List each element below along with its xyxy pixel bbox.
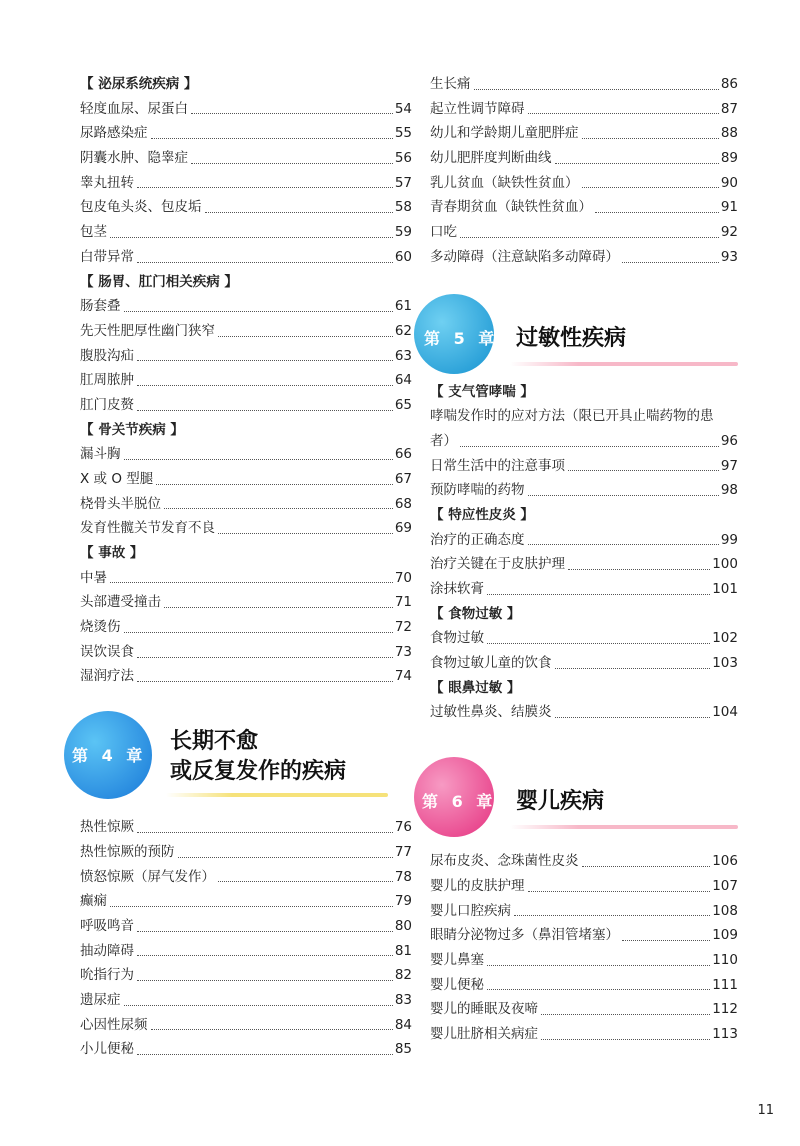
toc-entry-page: 66 xyxy=(394,446,412,463)
toc-entry[interactable] xyxy=(80,914,412,939)
toc-entry-text: 肛门皮赘 xyxy=(80,396,134,413)
toc-entry-text: 轻度血尿、尿蛋白 xyxy=(80,100,188,117)
toc-entry-text: 阴囊水肿、隐睾症 xyxy=(80,150,188,167)
toc-entry[interactable] xyxy=(80,988,412,1013)
toc-entry-page: 64 xyxy=(394,372,412,389)
dot-leader xyxy=(205,212,393,213)
toc-entry[interactable] xyxy=(80,492,412,517)
toc-entry-text-line1: 哮喘发作时的应对方法（限已开具止喘药物的患 xyxy=(430,408,714,425)
toc-entry[interactable] xyxy=(80,368,412,393)
toc-chapter-6-list xyxy=(430,849,738,1047)
toc-entry[interactable] xyxy=(430,245,738,270)
toc-entry-text: 婴儿的睡眠及夜啼 xyxy=(430,1001,538,1018)
dot-leader xyxy=(487,965,710,966)
toc-entry[interactable] xyxy=(80,615,412,640)
toc-entry-page: 65 xyxy=(394,396,412,413)
toc-entry-text: 肠套叠 xyxy=(80,298,121,315)
dot-leader xyxy=(137,360,393,361)
toc-entry-text: 吮指行为 xyxy=(80,967,134,984)
toc-entry-page: 55 xyxy=(394,125,412,142)
toc-entry-text: 遗尿症 xyxy=(80,991,121,1008)
toc-entry-page: 106 xyxy=(712,853,738,870)
toc-entry-page: 92 xyxy=(720,224,738,241)
toc-entry-text: 日常生活中的注意事项 xyxy=(430,457,565,474)
toc-entry[interactable] xyxy=(430,997,738,1022)
toc-entry-page: 78 xyxy=(394,868,412,885)
dot-leader xyxy=(164,508,393,509)
toc-left-column xyxy=(72,72,412,1062)
toc-entry-page: 113 xyxy=(712,1025,738,1042)
section-heading-asthma: 【 支气管哮喘 】 xyxy=(430,383,534,400)
toc-entry-page: 82 xyxy=(394,967,412,984)
toc-entry-text: 过敏性鼻炎、结膜炎 xyxy=(430,704,552,721)
toc-entry-page: 87 xyxy=(720,100,738,117)
toc-entry-page: 89 xyxy=(720,150,738,167)
toc-entry[interactable] xyxy=(430,1022,738,1047)
toc-entry[interactable] xyxy=(430,651,738,676)
toc-entry[interactable] xyxy=(80,939,412,964)
toc-entry[interactable] xyxy=(80,97,412,122)
toc-entry[interactable] xyxy=(430,948,738,973)
toc-entry-text: 湿润疗法 xyxy=(80,668,134,685)
toc-entry-page: 100 xyxy=(712,556,738,573)
dot-leader xyxy=(124,1005,393,1006)
chapter-4-label: 第 4 章 xyxy=(72,746,147,766)
toc-entry[interactable] xyxy=(430,899,738,924)
chapter-5-header xyxy=(424,294,738,380)
toc-entry[interactable] xyxy=(80,640,412,665)
toc-entry-page: 77 xyxy=(394,843,412,860)
toc-entry[interactable] xyxy=(80,815,412,840)
section-heading: 【 泌尿系统疾病 】 xyxy=(80,76,198,92)
toc-entry-text: 食物过敏儿童的饮食 xyxy=(430,655,552,672)
chapter-6-underline xyxy=(510,825,738,829)
toc-entry[interactable] xyxy=(80,393,412,418)
toc-entry-text: 治疗关键在于皮肤护理 xyxy=(430,556,565,573)
dot-leader xyxy=(124,311,393,312)
dot-leader xyxy=(528,891,711,892)
toc-entry[interactable] xyxy=(80,294,412,319)
toc-entry-page: 109 xyxy=(712,927,738,944)
dot-leader xyxy=(528,113,719,114)
toc-dermatitis-list xyxy=(430,528,738,602)
dot-leader xyxy=(541,1014,710,1015)
chapter-5-label: 第 5 章 xyxy=(424,328,499,348)
chapter-6-title: 婴儿疾病 xyxy=(516,789,605,815)
toc-entry[interactable] xyxy=(80,1037,412,1062)
toc-entry-page: 56 xyxy=(394,150,412,167)
toc-entry-page: 83 xyxy=(394,991,412,1008)
section-heading: 【 肠胃、肛门相关疾病 】 xyxy=(80,273,238,290)
chapter-6-label: 第 6 章 xyxy=(422,792,497,812)
toc-entry-page: 68 xyxy=(394,495,412,512)
toc-entry-text: 婴儿鼻塞 xyxy=(430,951,484,968)
toc-entry-page: 84 xyxy=(394,1016,412,1033)
dot-leader xyxy=(487,989,710,990)
toc-entry[interactable] xyxy=(80,121,412,146)
chapter-4-underline xyxy=(166,793,388,797)
toc-entry-text: 睾丸扭转 xyxy=(80,174,134,191)
toc-entry-text: 心因性尿频 xyxy=(80,1016,148,1033)
toc-entry-text: 婴儿口腔疾病 xyxy=(430,902,511,919)
toc-entry-text: 生长痛 xyxy=(430,75,471,92)
dot-leader xyxy=(218,881,393,882)
chapter-4-header xyxy=(72,707,412,817)
toc-entry-text: 热性惊厥的预防 xyxy=(80,843,175,860)
dot-leader xyxy=(218,336,393,337)
dot-leader xyxy=(528,544,719,545)
toc-entry-text: 青春期贫血（缺铁性贫血） xyxy=(430,199,592,216)
toc-entry-asthma-attack[interactable] xyxy=(430,404,738,453)
toc-entry-page: 79 xyxy=(394,893,412,910)
toc-entry-text-line2: 者） xyxy=(430,432,457,449)
dot-leader xyxy=(555,163,719,164)
toc-entry-page: 96 xyxy=(720,432,738,449)
toc-entry[interactable] xyxy=(430,220,738,245)
toc-entry-page: 67 xyxy=(394,470,412,487)
toc-entry-text: 婴儿的皮肤护理 xyxy=(430,877,525,894)
chapter-4-title-line2: 或反复发作的疾病 xyxy=(170,759,347,785)
toc-entry-text: 呼吸鸣音 xyxy=(80,917,134,934)
toc-entry-page: 62 xyxy=(394,322,412,339)
toc-entry-text: 涂抹软膏 xyxy=(430,581,484,597)
toc-entry-text: 愤怒惊厥（屏气发作） xyxy=(80,868,215,885)
dot-leader xyxy=(137,657,393,658)
dot-leader xyxy=(568,569,710,570)
toc-entry-page: 74 xyxy=(394,668,412,685)
toc-entry-page: 104 xyxy=(712,704,738,721)
chapter-5-underline xyxy=(510,362,738,366)
toc-entry-page: 102 xyxy=(712,630,738,647)
toc-entry-text: 婴儿便秘 xyxy=(430,976,484,993)
toc-entry-page: 110 xyxy=(712,951,738,968)
toc-food-allergy-list xyxy=(430,626,738,675)
dot-leader xyxy=(110,237,393,238)
dot-leader xyxy=(191,163,393,164)
toc-entry-text: 多动障碍（注意缺陷多动障碍） xyxy=(430,248,619,265)
dot-leader xyxy=(137,931,393,932)
dot-leader xyxy=(124,632,393,633)
dot-leader xyxy=(582,187,719,188)
dot-leader xyxy=(137,832,393,833)
toc-entry-text: 桡骨头半脱位 xyxy=(80,495,161,512)
toc-entry[interactable] xyxy=(80,245,412,270)
dot-leader xyxy=(218,533,393,534)
toc-entry-text: 口吃 xyxy=(430,224,457,241)
toc-entry[interactable] xyxy=(80,963,412,988)
dot-leader xyxy=(622,262,719,263)
toc-entry-text: 头部遭受撞击 xyxy=(80,594,161,611)
toc-entry[interactable] xyxy=(80,590,412,615)
dot-leader xyxy=(156,484,393,485)
toc-entry-page: 103 xyxy=(712,655,738,672)
toc-entry[interactable] xyxy=(430,700,738,725)
toc-entry[interactable] xyxy=(80,665,412,690)
toc-entry[interactable] xyxy=(80,889,412,914)
toc-entry[interactable] xyxy=(430,552,738,577)
toc-entry-text: 起立性调节障碍 xyxy=(430,100,525,117)
toc-entry[interactable] xyxy=(430,528,738,553)
dot-leader xyxy=(622,940,710,941)
toc-entry-page: 58 xyxy=(394,199,412,216)
dot-leader xyxy=(487,643,710,644)
toc-entry-text: 包茎 xyxy=(80,224,107,241)
dot-leader xyxy=(110,906,393,907)
toc-entry-text: 预防哮喘的药物 xyxy=(430,482,525,499)
toc-entry-page: 80 xyxy=(394,917,412,934)
toc-entry-page: 72 xyxy=(394,619,412,636)
page-number: 11 xyxy=(757,1103,774,1118)
toc-entry-text: 婴儿肚脐相关病症 xyxy=(430,1025,538,1042)
toc-right-top-list xyxy=(430,72,738,270)
toc-entry[interactable] xyxy=(80,195,412,220)
toc-entry-page: 63 xyxy=(394,347,412,364)
section-heading: 【 骨关节疾病 】 xyxy=(80,421,184,438)
toc-entry-text: 肛周脓肿 xyxy=(80,372,134,389)
dot-leader xyxy=(487,594,710,595)
toc-entry-text: 热性惊厥 xyxy=(80,819,134,836)
dot-leader xyxy=(582,138,719,139)
toc-entry-text: 尿布皮炎、念珠菌性皮炎 xyxy=(430,853,579,870)
toc-entry[interactable] xyxy=(430,121,738,146)
toc-entry[interactable] xyxy=(80,344,412,369)
toc-entry-text: 小儿便秘 xyxy=(80,1041,134,1058)
toc-entry-text: 幼儿肥胖度判断曲线 xyxy=(430,150,552,167)
toc-entry-page: 69 xyxy=(394,520,412,537)
toc-entry-page: 90 xyxy=(720,174,738,191)
toc-entry-page: 93 xyxy=(720,248,738,265)
toc-entry-text: 先天性肥厚性幽门狭窄 xyxy=(80,322,215,339)
toc-entry[interactable] xyxy=(80,319,412,344)
dot-leader xyxy=(124,459,393,460)
dot-leader xyxy=(541,1039,710,1040)
toc-entry-page: 59 xyxy=(394,224,412,241)
toc-entry-text: 眼睛分泌物过多（鼻泪管堵塞） xyxy=(430,927,619,944)
toc-entry[interactable] xyxy=(80,442,412,467)
section-heading-atopic-dermatitis: 【 特应性皮炎 】 xyxy=(430,506,534,523)
toc-entry-page: 98 xyxy=(720,482,738,499)
dot-leader xyxy=(528,495,719,496)
toc-entry[interactable] xyxy=(80,220,412,245)
toc-left-top-list xyxy=(80,72,412,689)
dot-leader xyxy=(555,668,711,669)
toc-entry[interactable] xyxy=(80,1013,412,1038)
dot-leader xyxy=(151,1029,393,1030)
dot-leader xyxy=(137,1054,393,1055)
toc-chapter-4-list xyxy=(80,815,412,1062)
toc-entry-page: 99 xyxy=(720,531,738,548)
toc-entry-page: 71 xyxy=(394,594,412,611)
chapter-5-title: 过敏性疾病 xyxy=(516,325,627,351)
dot-leader xyxy=(460,446,719,447)
toc-entry-text: 白带异常 xyxy=(80,248,134,265)
toc-asthma-list xyxy=(430,454,738,503)
toc-entry[interactable] xyxy=(80,467,412,492)
toc-entry[interactable] xyxy=(430,72,738,97)
toc-entry[interactable] xyxy=(430,97,738,122)
chapter-4-title-line1: 长期不愈 xyxy=(170,729,259,755)
toc-entry[interactable] xyxy=(430,478,738,503)
toc-entry-text: 包皮龟头炎、包皮垢 xyxy=(80,199,202,216)
toc-entry-page: 97 xyxy=(720,457,738,474)
toc-entry-text: 抽动障碍 xyxy=(80,942,134,959)
toc-entry-text: 癫痫 xyxy=(80,893,107,910)
toc-entry-page: 107 xyxy=(712,877,738,894)
toc-entry-text: 治疗的正确态度 xyxy=(430,531,525,548)
toc-entry[interactable] xyxy=(80,840,412,865)
chapter-6-header xyxy=(422,755,738,849)
toc-entry[interactable] xyxy=(80,865,412,890)
toc-right-column xyxy=(422,72,738,1047)
toc-entry-page: 70 xyxy=(394,569,412,586)
toc-entry-text: 发育性髋关节发育不良 xyxy=(80,520,215,537)
section-heading-food-allergy: 【 食物过敏 】 xyxy=(430,605,521,622)
toc-entry-page: 88 xyxy=(720,125,738,142)
toc-entry-page: 60 xyxy=(394,248,412,265)
toc-entry-page: 101 xyxy=(712,581,738,597)
dot-leader xyxy=(110,582,393,583)
toc-entry-page: 111 xyxy=(712,976,738,993)
dot-leader xyxy=(191,113,393,114)
dot-leader xyxy=(137,262,393,263)
toc-entry-text: 漏斗胸 xyxy=(80,446,121,463)
toc-entry-page: 73 xyxy=(394,643,412,660)
toc-entry-page: 91 xyxy=(720,199,738,216)
toc-entry[interactable] xyxy=(80,566,412,591)
toc-entry[interactable] xyxy=(430,454,738,479)
toc-entry-text: X 或 O 型腿 xyxy=(80,470,154,487)
toc-entry[interactable] xyxy=(430,171,738,196)
dot-leader xyxy=(474,89,719,90)
toc-entry-text: 食物过敏 xyxy=(430,630,484,647)
toc-entry-page: 86 xyxy=(720,75,738,92)
dot-leader xyxy=(555,717,711,718)
toc-entry-text: 尿路感染症 xyxy=(80,125,148,142)
dot-leader xyxy=(582,866,711,867)
toc-entry-text: 误饮误食 xyxy=(80,643,134,660)
section-heading-eye-nose-allergy: 【 眼鼻过敏 】 xyxy=(430,679,521,696)
toc-entry[interactable] xyxy=(430,577,738,602)
dot-leader xyxy=(164,607,393,608)
toc-entry-page: 61 xyxy=(394,298,412,315)
dot-leader xyxy=(178,857,393,858)
toc-entry-page: 54 xyxy=(394,100,412,117)
toc-entry-page: 81 xyxy=(394,942,412,959)
toc-entry[interactable] xyxy=(80,516,412,541)
toc-entry[interactable] xyxy=(80,146,412,171)
dot-leader xyxy=(137,187,393,188)
toc-entry-text: 腹股沟疝 xyxy=(80,347,134,364)
toc-entry[interactable] xyxy=(430,849,738,874)
toc-entry-page: 85 xyxy=(394,1041,412,1058)
toc-entry[interactable] xyxy=(430,195,738,220)
toc-entry[interactable] xyxy=(430,146,738,171)
dot-leader xyxy=(514,915,710,916)
dot-leader xyxy=(460,237,719,238)
toc-entry-text: 幼儿和学龄期儿童肥胖症 xyxy=(430,125,579,142)
dot-leader xyxy=(137,980,393,981)
dot-leader xyxy=(568,470,719,471)
section-heading: 【 事故 】 xyxy=(80,545,144,562)
dot-leader xyxy=(151,138,393,139)
toc-entry-page: 108 xyxy=(712,902,738,919)
toc-entry-text: 乳儿贫血（缺铁性贫血） xyxy=(430,174,579,191)
toc-entry-page: 76 xyxy=(394,819,412,836)
dot-leader xyxy=(137,681,393,682)
toc-entry[interactable] xyxy=(80,171,412,196)
toc-entry-page: 112 xyxy=(712,1001,738,1018)
dot-leader xyxy=(595,212,719,213)
toc-entry[interactable] xyxy=(430,973,738,998)
dot-leader xyxy=(137,955,393,956)
toc-eye-nose-list xyxy=(430,700,738,725)
dot-leader xyxy=(137,410,393,411)
toc-entry-text: 烧烫伤 xyxy=(80,619,121,636)
toc-entry-text: 中暑 xyxy=(80,569,107,586)
toc-entry-page: 57 xyxy=(394,174,412,191)
dot-leader xyxy=(137,385,393,386)
toc-entry[interactable] xyxy=(430,923,738,948)
toc-entry[interactable] xyxy=(430,874,738,899)
toc-entry[interactable] xyxy=(430,626,738,651)
